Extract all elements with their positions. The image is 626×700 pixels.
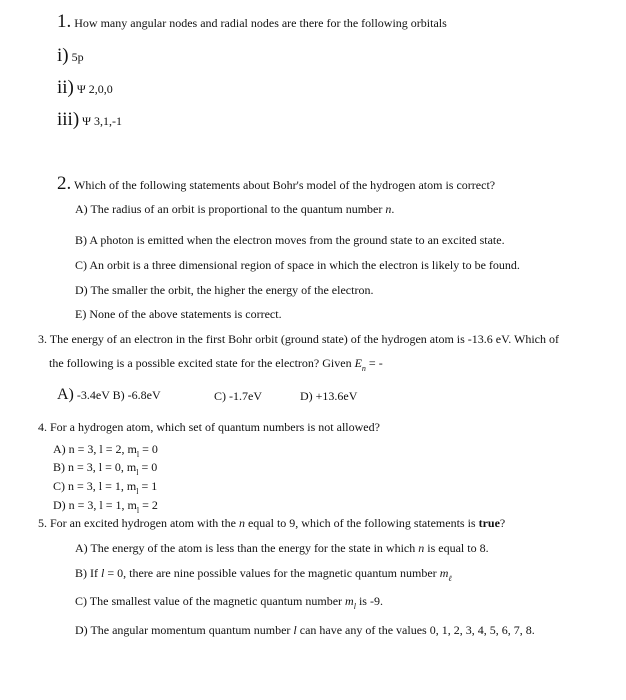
q2-option-a-end: . <box>391 202 395 216</box>
q1-part-label: i) <box>57 45 69 66</box>
q3-choice-ab <box>57 387 161 403</box>
q4-option-a <box>53 442 158 459</box>
q5-option-c-msub: l <box>353 602 356 611</box>
q4-option-d <box>53 498 158 515</box>
q2-option-e: E) None of the above statements is correct. <box>75 307 282 321</box>
q4-option-pre: D) n = 3, l = 1, m <box>53 498 137 512</box>
q4-option-pre: A) n = 3, l = 2, m <box>53 442 137 456</box>
q5-option-b-mid: = 0, there are nine possible values for the magnetic quantum number <box>107 566 437 580</box>
q5-option-d <box>75 624 535 636</box>
q5-option-d-var: l <box>293 623 297 637</box>
q5-option-a-pre: A) The energy of the atom is less than the energy for the state in which <box>75 541 416 555</box>
q3-choice-text: -3.4eV B) -6.8eV <box>76 388 161 402</box>
q1-part-text: Ψ 3,1,-1 <box>82 114 123 128</box>
q5-option-c-pre: C) The smallest value of the magnetic quantum number <box>75 594 343 608</box>
q2-option-a-var: n <box>385 202 392 216</box>
q5-pre: 5. For an excited hydrogen atom with the <box>38 516 236 530</box>
q5-option-b-pre: B) If <box>75 566 98 580</box>
q3-line-1: 3. The energy of an electron in the first Bohr orbit (ground state) of the hydrogen atom is -13.6 eV. Which of <box>38 332 559 346</box>
q3-choice-label: A) <box>57 386 74 403</box>
q5-option-a-post: is equal to 8. <box>427 541 489 555</box>
q5-bold: true <box>478 516 500 530</box>
q5-option-d-pre: D) The angular momentum quantum number <box>75 623 291 637</box>
q3-equals: = - <box>365 356 383 370</box>
q5-option-c-m: m <box>345 594 354 608</box>
q2-line <box>57 174 495 193</box>
q4-option-c <box>53 479 158 496</box>
q2-text: Which of the following statements about Bohr's model of the hydrogen atom is correct? <box>74 178 496 192</box>
q3-choice-c: C) -1.7eV <box>214 389 262 403</box>
q2-option-d: D) The smaller the orbit, the higher the energy of the electron. <box>75 283 374 297</box>
q1-part-text: Ψ 2,0,0 <box>76 82 113 96</box>
q4-option-pre: B) n = 3, l = 0, m <box>53 460 137 474</box>
q4-option-b <box>53 460 158 477</box>
q5-option-d-post: can have any of the values 0, 1, 2, 3, 4, 5, 6, 7, 8. <box>299 623 535 637</box>
q3-energy-subscript: n <box>361 364 366 373</box>
q4-option-sub: l <box>136 450 140 459</box>
q1-number: 1. <box>57 11 72 32</box>
q1-part-label: iii) <box>57 109 80 130</box>
q1-part-i <box>57 46 84 65</box>
q5-option-c <box>75 594 383 611</box>
q5-option-b-msub: ℓ <box>448 574 452 583</box>
q5-option-a <box>75 542 489 554</box>
q2-number: 2. <box>57 173 72 194</box>
q1-part-ii <box>57 78 113 97</box>
q1-part-label: ii) <box>57 77 74 98</box>
q5-n: n <box>238 516 245 530</box>
q2-option-c: C) An orbit is a three dimensional region of space in which the electron is likely to be found. <box>75 258 520 272</box>
q4-option-sub: l <box>136 468 139 477</box>
q5-option-b-var: l <box>101 566 105 580</box>
q4-option-post: = 2 <box>139 498 158 512</box>
q5-option-a-var: n <box>418 541 425 555</box>
q5-option-c-post: is -9. <box>358 594 383 608</box>
q4-option-sub: l <box>136 506 140 515</box>
q5-option-b-m: m <box>439 566 449 580</box>
q5-line <box>38 517 505 529</box>
q1-part-text: 5p <box>71 50 84 64</box>
q4-option-post: = 0 <box>139 442 158 456</box>
q1-text: How many angular nodes and radial nodes are there for the following orbitals <box>74 16 447 30</box>
q5-end: ? <box>499 516 506 530</box>
q4-option-post: = 0 <box>138 460 158 474</box>
q4-line: 4. For a hydrogen atom, which set of quantum numbers is not allowed? <box>38 420 380 434</box>
q2-option-a <box>75 203 394 215</box>
q5-option-b <box>75 566 452 583</box>
q3-line-2 <box>49 356 383 373</box>
q2-option-b: B) A photon is emitted when the electron moves from the ground state to an excited state. <box>75 233 505 247</box>
q4-option-pre: C) n = 3, l = 1, m <box>53 479 137 493</box>
q3-energy-symbol: E <box>354 356 362 370</box>
q1-part-iii <box>57 110 122 129</box>
q2-option-a-text: A) The radius of an orbit is proportional to the quantum number <box>75 202 383 216</box>
q4-option-sub: l <box>136 487 139 496</box>
q5-mid: equal to 9, which of the following statements is <box>247 516 476 530</box>
q3-line-2-text: the following is a possible excited state for the electron? Given <box>49 356 352 370</box>
q3-choice-d: D) +13.6eV <box>300 389 358 403</box>
q1-line <box>57 12 447 31</box>
q4-option-post: = 1 <box>138 479 158 493</box>
